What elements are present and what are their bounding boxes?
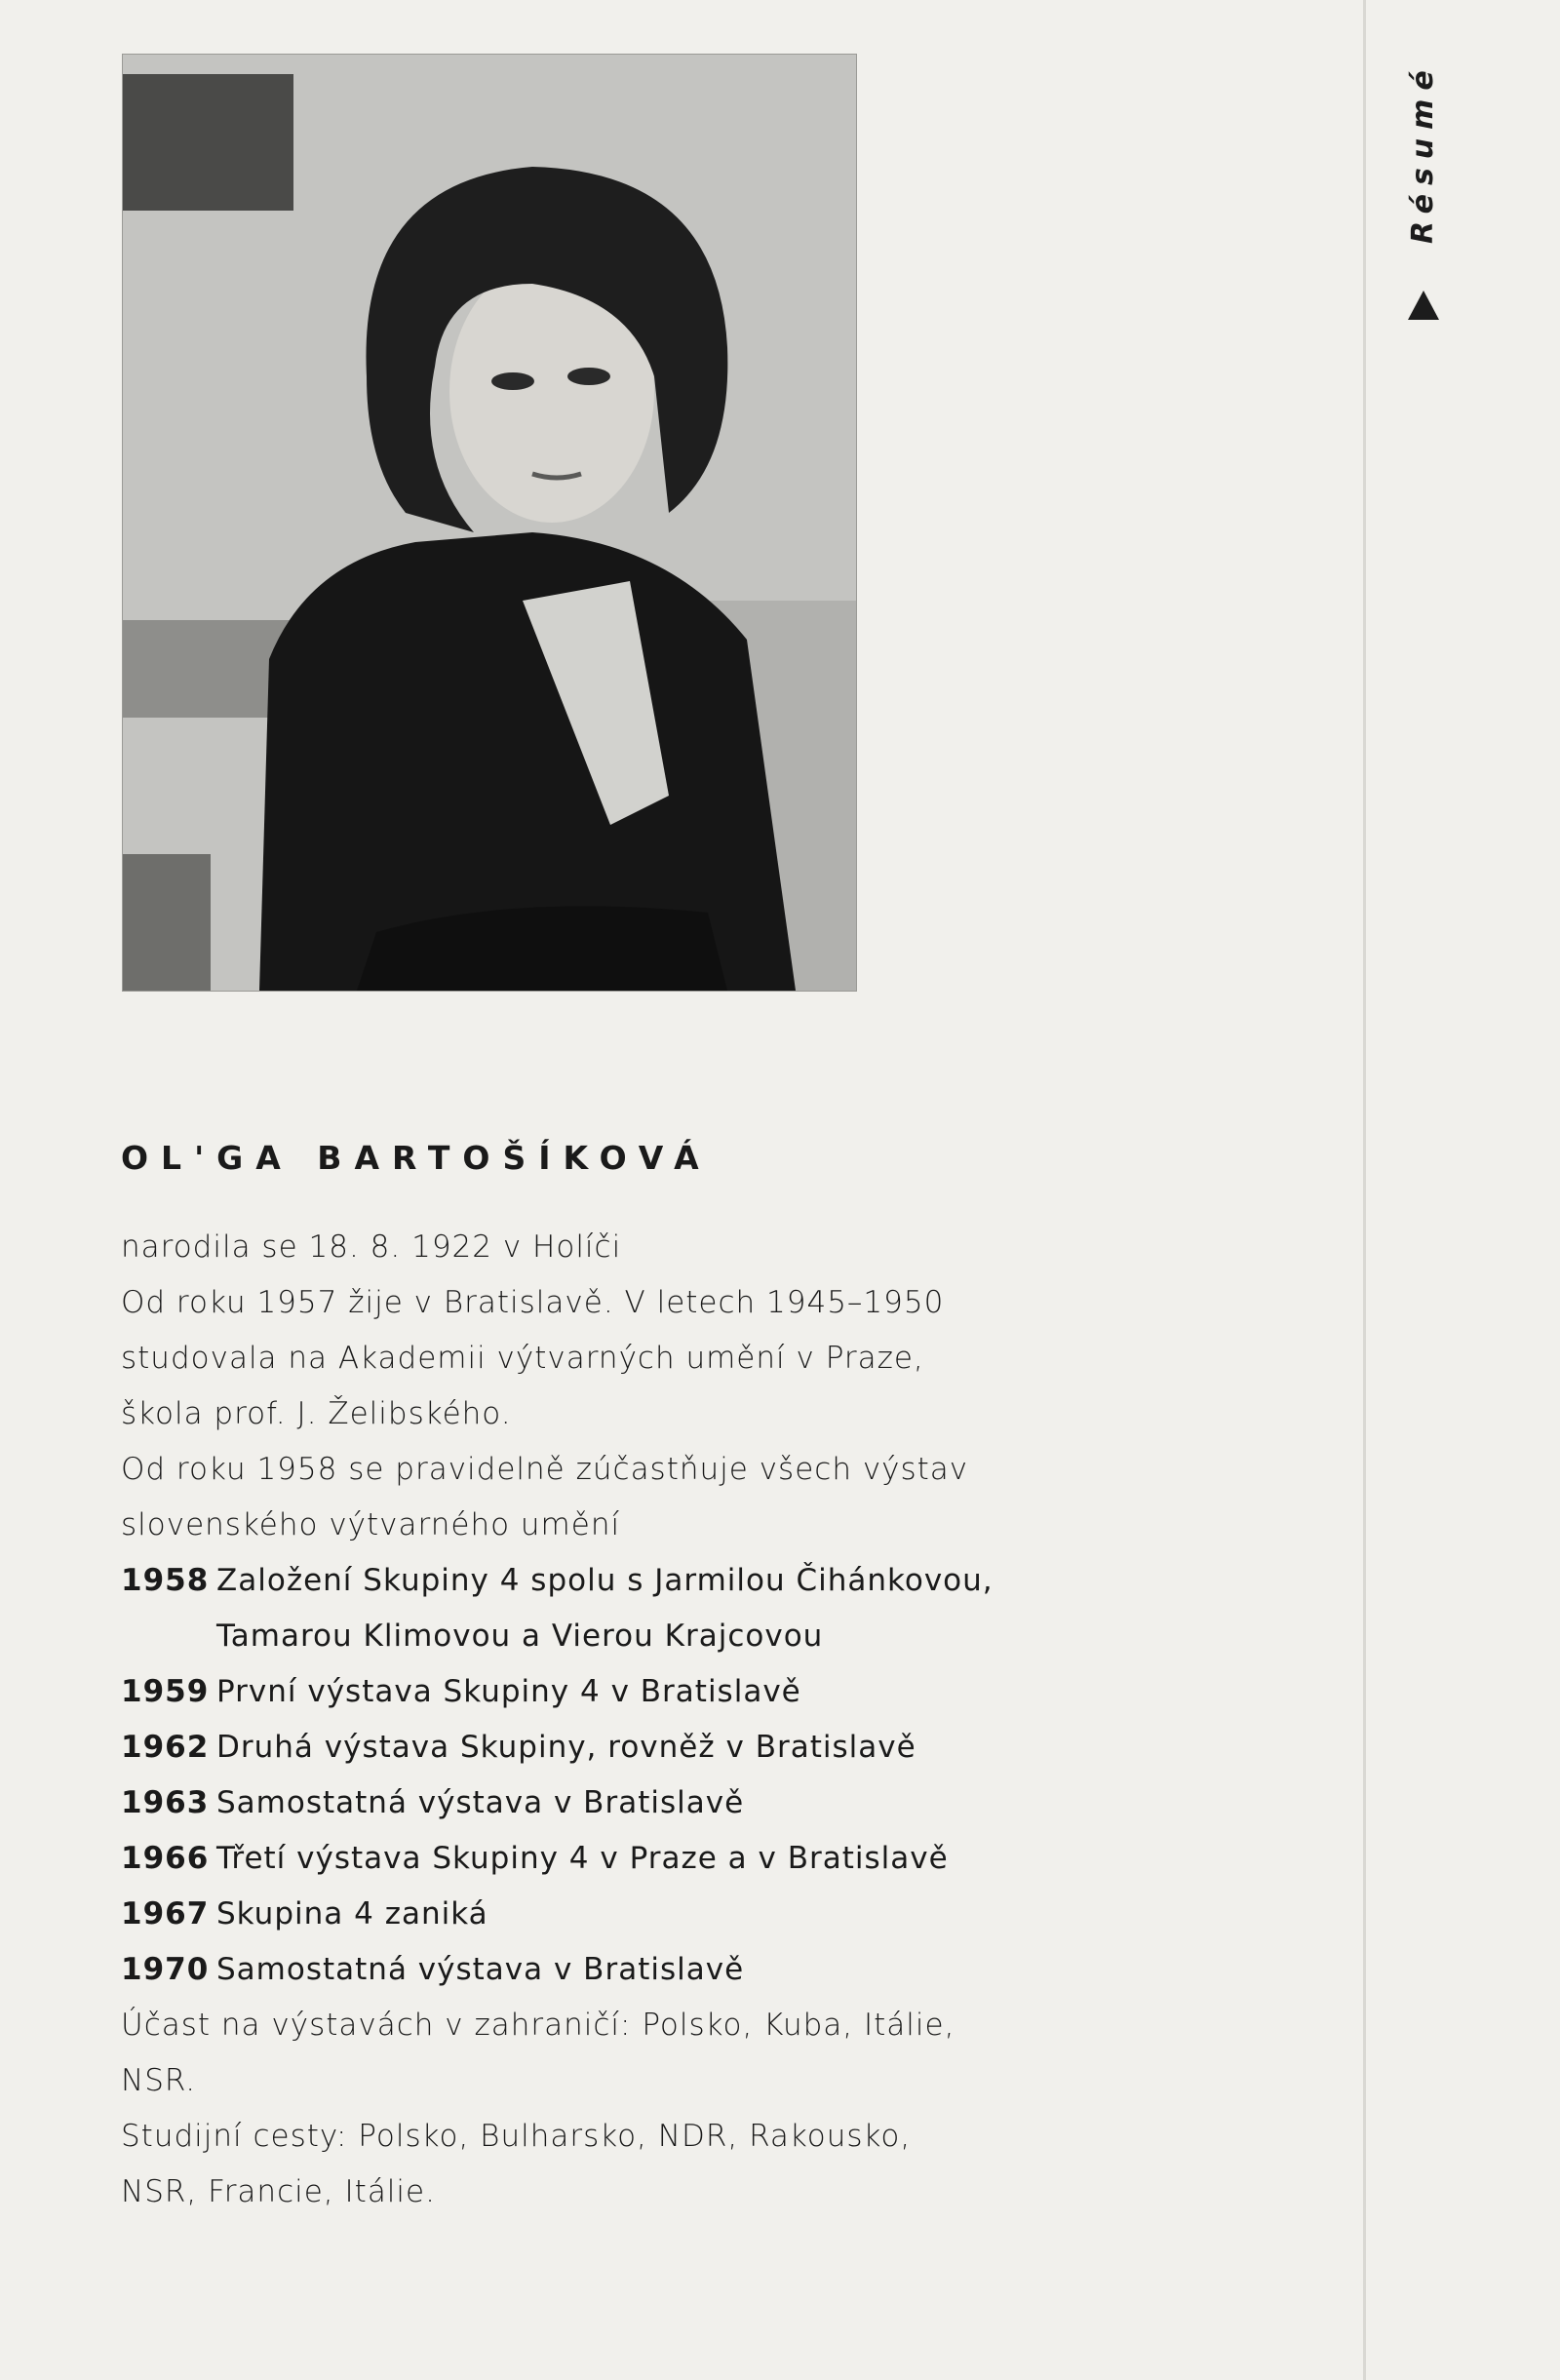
- timeline-event: Třetí výstava Skupiny 4 v Praze a v Bratislavě: [216, 1841, 949, 1876]
- timeline-item: [121, 1942, 1096, 1998]
- timeline-year: 1959: [121, 1674, 210, 1709]
- timeline-year: 1970: [121, 1952, 210, 1987]
- timeline-event: Samostatná výstava v Bratislavě: [216, 1952, 745, 1987]
- bio-section: [121, 1139, 1096, 2220]
- page-divider: [1363, 0, 1366, 2380]
- bio-outro: Účast na výstavách v zahraničí: Polsko, Kuba, Itálie, NSR. Studijní cesty: Polsko, Bulharsko, NDR, Rakousko, NSR, Francie, Itálie.: [121, 2008, 956, 2209]
- timeline-year: 1967: [121, 1896, 210, 1931]
- timeline-event: Založení Skupiny 4 spolu s Jarmilou Čihánkovou, Tamarou Klimovou a Vierou Krajcovou: [216, 1563, 994, 1654]
- timeline-event: Druhá výstava Skupiny, rovněž v Bratislavě: [216, 1730, 916, 1765]
- timeline-item: [121, 1831, 1096, 1887]
- timeline-year: 1963: [121, 1785, 210, 1820]
- bio-intro: narodila se 18. 8. 1922 v Holíči Od roku 1957 žije v Bratislavě. V letech 1945–1950 studovala na Akademii výtvarných umění v Praze, škola prof. J. Želibského. Od roku 1958 se pravidelně zúčastňuje všech výstav slovenského výtvarného umění: [121, 1229, 969, 1542]
- timeline-item: [121, 1887, 1096, 1942]
- timeline-item: [121, 1720, 1096, 1775]
- portrait-photo: [123, 55, 856, 991]
- timeline-event: První výstava Skupiny 4 v Bratislavě: [216, 1674, 801, 1709]
- portrait-illustration: [123, 55, 856, 991]
- timeline-item: [121, 1775, 1096, 1831]
- artist-name: OL'GA BARTOŠÍKOVÁ: [121, 1139, 712, 1177]
- timeline-year: 1962: [121, 1730, 210, 1765]
- timeline-event: Skupina 4 zaniká: [216, 1896, 488, 1931]
- resume-tab[interactable]: [1394, 29, 1453, 341]
- timeline-item: [121, 1664, 1096, 1720]
- triangle-up-icon: [1408, 291, 1439, 320]
- timeline-year: 1958: [121, 1563, 210, 1598]
- timeline-year: 1966: [121, 1841, 210, 1876]
- timeline-event: Samostatná výstava v Bratislavě: [216, 1785, 745, 1820]
- timeline: [121, 1553, 1096, 1998]
- timeline-item: [121, 1553, 1096, 1664]
- resume-tab-label: Résumé: [1406, 61, 1440, 244]
